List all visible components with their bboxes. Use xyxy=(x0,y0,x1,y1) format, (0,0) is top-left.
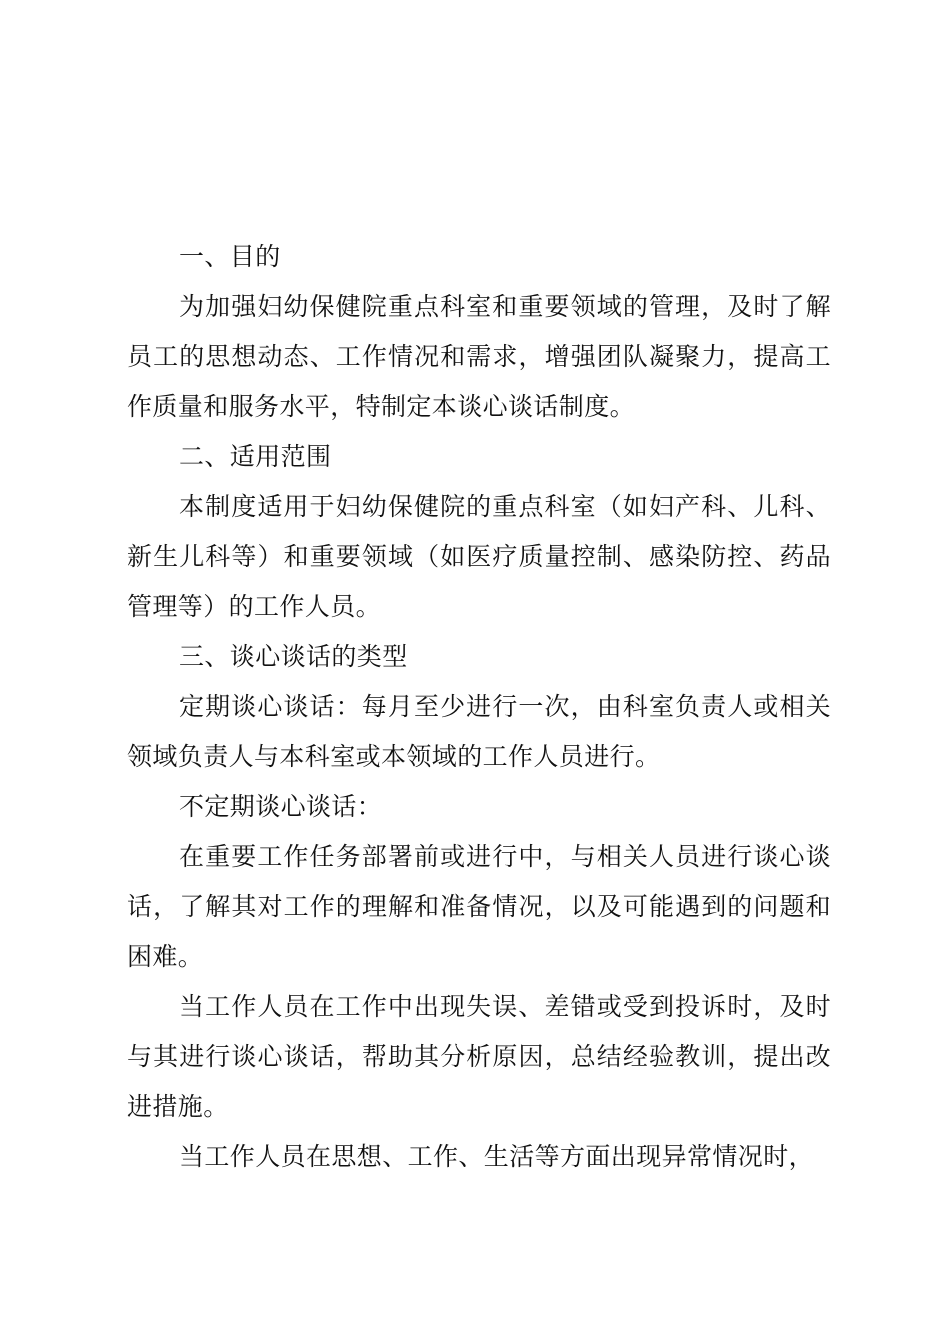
section-heading-purpose: 一、目的 xyxy=(179,242,281,271)
section-heading-scope: 二、适用范围 xyxy=(179,442,332,471)
paragraph-after-mistake: 当工作人员在工作中出现失误、差错或受到投诉时，及时与其进行谈心谈话，帮助其分析原因，总结经验教训，提出改进措施。 xyxy=(127,992,831,1121)
section-heading-types: 三、谈心谈话的类型 xyxy=(179,642,408,671)
paragraph-purpose: 为加强妇幼保健院重点科室和重要领域的管理，及时了解员工的思想动态、工作情况和需求，增强团队凝聚力，提高工作质量和服务水平，特制定本谈心谈话制度。 xyxy=(127,292,831,421)
paragraph-abnormal-situation: 当工作人员在思想、工作、生活等方面出现异常情况时， xyxy=(179,1142,815,1171)
paragraph-regular-talk: 定期谈心谈话：每月至少进行一次，由科室负责人或相关领域负责人与本科室或本领域的工作人员进行。 xyxy=(127,692,831,771)
paragraph-irregular-talk-label: 不定期谈心谈话： xyxy=(179,792,383,821)
document-body xyxy=(127,232,831,1182)
paragraph-before-task: 在重要工作任务部署前或进行中，与相关人员进行谈心谈话，了解其对工作的理解和准备情况，以及可能遇到的问题和困难。 xyxy=(127,842,831,971)
paragraph-scope: 本制度适用于妇幼保健院的重点科室（如妇产科、儿科、新生儿科等）和重要领域（如医疗质量控制、感染防控、药品管理等）的工作人员。 xyxy=(127,492,831,621)
